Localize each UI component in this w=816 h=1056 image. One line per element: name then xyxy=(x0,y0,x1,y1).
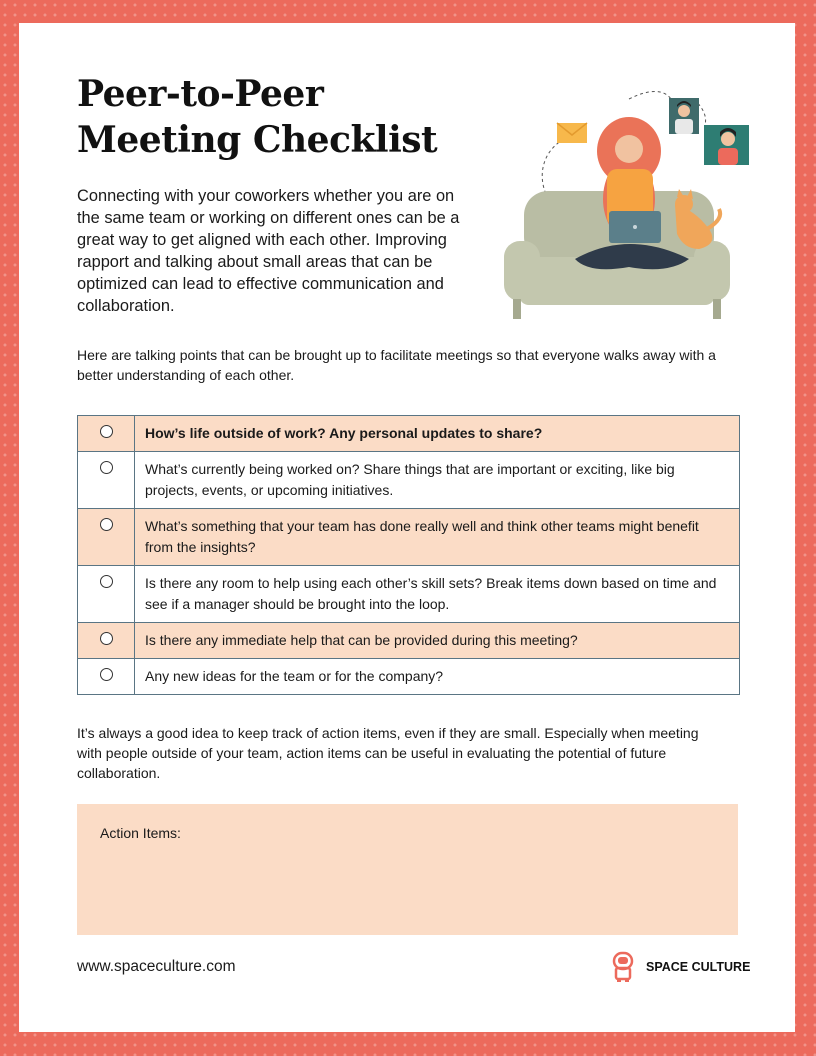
checklist-row xyxy=(78,452,740,509)
woman-on-couch-illustration xyxy=(479,69,749,319)
checklist-item-text: Is there any immediate help that can be provided during this meeting? xyxy=(135,623,740,659)
title-line-1: Peer-to-Peer xyxy=(77,73,324,115)
checklist-row xyxy=(78,509,740,566)
action-items-intro: It’s always a good idea to keep track of action items, even if they are small. Especially when meeting with people outside of your team, action items can be useful in evaluating the potential of future collaboration. xyxy=(77,725,699,781)
action-items-box[interactable] xyxy=(77,804,738,935)
document-page xyxy=(19,23,795,1032)
checklist-item-text: Any new ideas for the team or for the company? xyxy=(135,659,740,695)
checklist-row xyxy=(78,659,740,695)
checkbox-circle[interactable] xyxy=(100,575,113,588)
title-line-2: Meeting Checklist xyxy=(77,119,438,161)
checklist-row xyxy=(78,623,740,659)
talking-points-intro: Here are talking points that can be brought up to facilitate meetings so that everyone walks away with a better understanding of each other. xyxy=(77,347,716,383)
checkbox-circle[interactable] xyxy=(100,668,113,681)
page-title xyxy=(77,71,437,163)
website-link[interactable]: www.spaceculture.com xyxy=(77,958,236,975)
action-items-label: Action Items: xyxy=(100,825,181,841)
meeting-checklist-table xyxy=(77,415,740,695)
video-call-avatar-icon xyxy=(704,125,749,165)
checklist-item-text: How’s life outside of work? Any personal updates to share? xyxy=(135,416,740,452)
checkbox-circle[interactable] xyxy=(100,518,113,531)
astronaut-logo-icon xyxy=(611,951,635,983)
checkbox-circle[interactable] xyxy=(100,425,113,438)
checkbox-circle[interactable] xyxy=(100,461,113,474)
checklist-row xyxy=(78,416,740,452)
checklist-row xyxy=(78,566,740,623)
brand-name: SPACE CULTURE xyxy=(646,960,751,974)
checkbox-circle[interactable] xyxy=(100,632,113,645)
checklist-item-text: What’s currently being worked on? Share things that are important or exciting, like big projects, events, or upcoming initiatives. xyxy=(135,452,740,509)
checklist-item-text: Is there any room to help using each other’s skill sets? Break items down based on time and see if a manager should be brought into the loop. xyxy=(135,566,740,623)
intro-paragraph: Connecting with your coworkers whether you are on the same team or working on different ones can be a great way to get aligned with each other. Improving rapport and talking about small areas that can be optimized can lead to effective communication and collaboration. xyxy=(77,187,460,315)
envelope-icon xyxy=(557,123,587,143)
video-call-avatar-icon xyxy=(669,98,699,134)
checklist-item-text: What’s something that your team has done really well and think other teams might benefit from the insights? xyxy=(135,509,740,566)
